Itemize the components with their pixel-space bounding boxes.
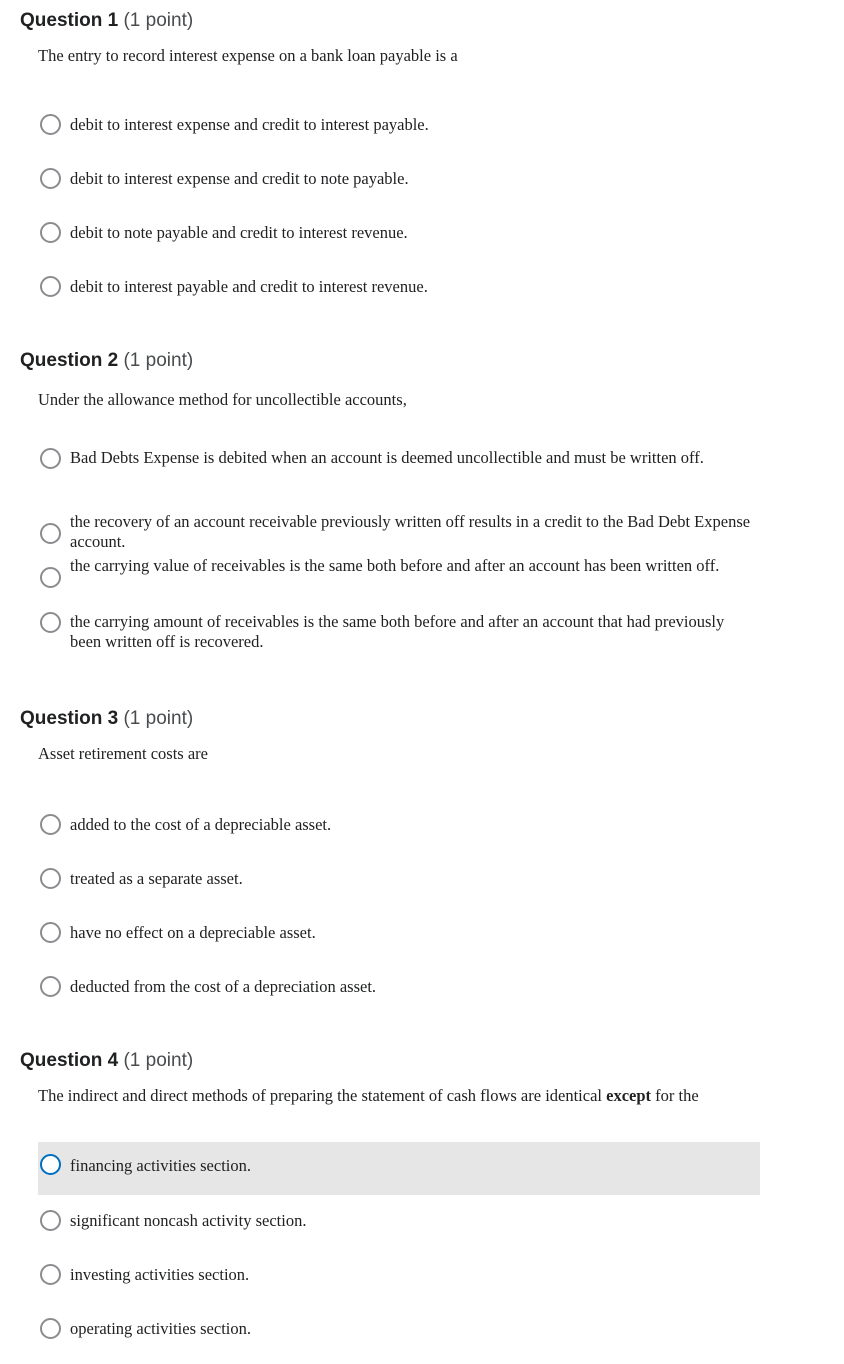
question-3-option-4[interactable] [38,972,760,1002]
question-4-option-2[interactable] [38,1206,760,1236]
question-text-emphasis: except [606,1086,652,1105]
option-label: Bad Debts Expense is debited when an account is deemed uncollectible and must be written off. [70,448,704,467]
option-label: the carrying amount of receivables is the same both before and after an account that had previously been written off is recovered. [70,612,725,651]
radio-button[interactable] [40,448,61,469]
option-label: have no effect on a depreciable asset. [70,923,316,942]
question-points: (1 point) [123,708,194,729]
radio-button[interactable] [40,168,61,189]
radio-button[interactable] [40,523,61,544]
question-4-option-4[interactable] [38,1314,760,1344]
question-2-text: Under the allowance method for uncollectible accounts, [38,390,407,409]
option-label: investing activities section. [70,1265,250,1284]
question-3-option-3[interactable] [38,918,760,948]
option-label: treated as a separate asset. [70,869,243,888]
radio-button[interactable] [40,1210,61,1231]
question-2-option-1[interactable] [38,444,760,492]
radio-button[interactable] [40,868,61,889]
question-points: (1 point) [123,350,194,371]
question-4-heading [20,1049,193,1073]
option-label: debit to interest expense and credit to interest payable. [70,115,429,134]
question-1-option-2[interactable] [38,164,760,194]
radio-button[interactable] [40,222,61,243]
question-number: Question 1 [20,10,119,31]
question-1-text: The entry to record interest expense on a bank loan payable is a [38,46,458,65]
option-label: added to the cost of a depreciable asset. [70,815,332,834]
radio-button[interactable] [40,612,61,633]
radio-button[interactable] [40,114,61,135]
radio-button[interactable] [40,976,61,997]
radio-button[interactable] [40,276,61,297]
question-3-text: Asset retirement costs are [38,744,208,763]
option-label: debit to note payable and credit to interest revenue. [70,223,408,242]
question-text-part: The indirect and direct methods of preparing the statement of cash flows are identical [38,1086,602,1105]
option-label: the recovery of an account receivable previously written off results in a credit to the Bad Debt Expense account. [70,512,751,551]
option-label: deducted from the cost of a depreciation asset. [70,977,377,996]
option-label: operating activities section. [70,1319,251,1338]
question-number: Question 2 [20,350,119,371]
question-2-option-2[interactable] [38,510,760,554]
question-1-option-4[interactable] [38,272,760,302]
question-number: Question 4 [20,1050,119,1071]
question-number: Question 3 [20,708,119,729]
question-text-part: for the [655,1086,699,1105]
question-3-heading [20,707,193,731]
radio-button[interactable] [40,1318,61,1339]
question-points: (1 point) [123,10,194,31]
question-2-option-3[interactable] [38,554,760,598]
question-4-text [38,1086,758,1106]
radio-button[interactable] [40,567,61,588]
radio-button[interactable] [40,1154,61,1175]
question-points: (1 point) [123,1050,194,1071]
question-4-option-3[interactable] [38,1260,760,1290]
option-label: debit to interest payable and credit to interest revenue. [70,277,428,296]
question-1-option-3[interactable] [38,218,760,248]
question-1-option-1[interactable] [38,110,760,140]
question-2-heading [20,349,193,373]
option-label: significant noncash activity section. [70,1211,307,1230]
option-label: financing activities section. [70,1156,251,1175]
question-1-heading [20,9,193,33]
question-3-option-2[interactable] [38,864,760,894]
option-label: debit to interest expense and credit to note payable. [70,169,409,188]
radio-button[interactable] [40,1264,61,1285]
radio-button[interactable] [40,814,61,835]
option-label: the carrying value of receivables is the same both before and after an account has been written off. [70,556,720,575]
question-2-option-4[interactable] [38,608,760,656]
question-3-option-1[interactable] [38,810,760,840]
radio-button[interactable] [40,922,61,943]
question-4-option-1[interactable] [38,1142,760,1195]
